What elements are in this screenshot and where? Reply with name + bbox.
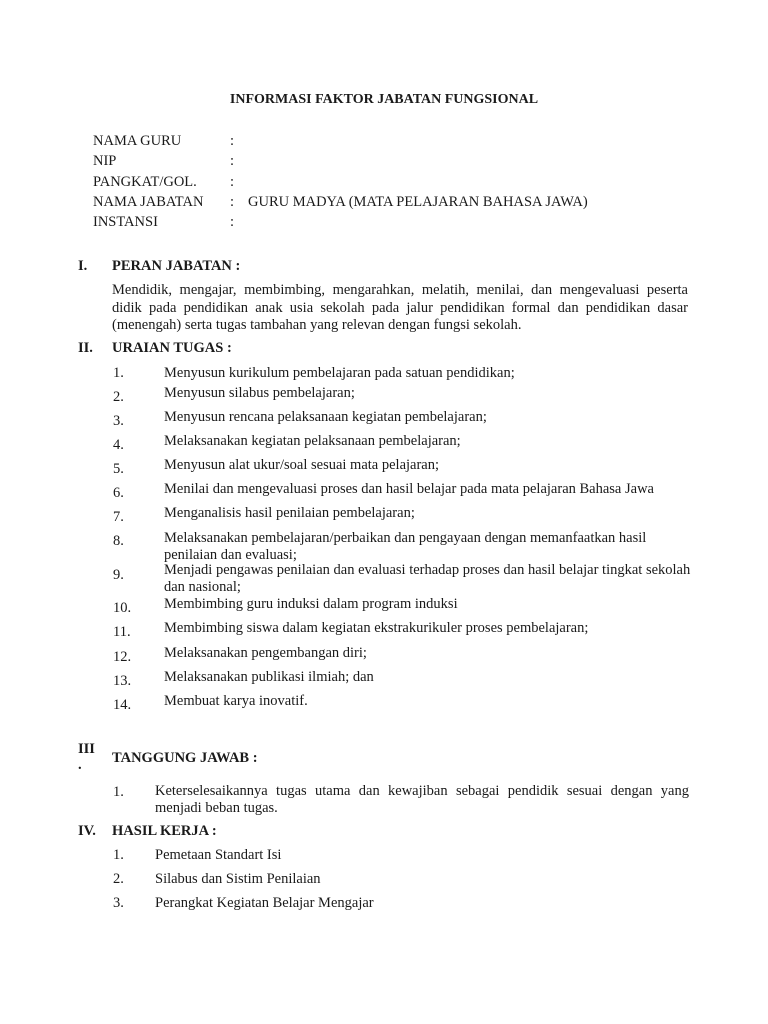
list-item-number: 1. <box>113 365 124 381</box>
section-number-uraian: II. <box>78 340 93 356</box>
list-item-number: 2. <box>113 389 124 405</box>
list-item: Melaksanakan kegiatan pelaksanaan pembelajaran; <box>164 433 461 449</box>
list-item: Menjadi pengawas penilaian dan evaluasi terhadap proses dan hasil belajar tingkat sekolah dan nasional; <box>164 562 691 595</box>
list-item-number: 9. <box>113 567 124 583</box>
identity-label-pangkat: PANGKAT/GOL. <box>93 174 197 190</box>
list-item: Menyusun silabus pembelajaran; <box>164 385 355 401</box>
list-item-number: 5. <box>113 461 124 477</box>
list-item: Menyusun alat ukur/soal sesuai mata pelajaran; <box>164 457 440 473</box>
section-title-peran: PERAN JABATAN : <box>112 258 241 274</box>
list-item-number: 11. <box>113 624 131 640</box>
peran-paragraph: Mendidik, mengajar, membimbing, mengarahkan, melatih, menilai, dan mengevaluasi peserta didik pada pendidikan anak usia sekolah pada jalur pendidikan formal dan pendidikan dasar (menengah) serta tugas tambahan yang relevan dengan fungsi sekolah. <box>112 282 688 333</box>
list-item: Membimbing guru induksi dalam program induksi <box>164 596 458 612</box>
list-item: Keterselesaikannya tugas utama dan kewajiban sebagai pendidik sesuai dengan yang menjadi beban tugas. <box>155 783 689 816</box>
identity-colon: : <box>230 214 235 230</box>
list-item-number: 4. <box>113 437 124 453</box>
identity-colon: : <box>230 133 235 149</box>
list-item: Melaksanakan pengembangan diri; <box>164 645 367 661</box>
identity-value-nama-jabatan: GURU MADYA (MATA PELAJARAN BAHASA JAWA) <box>248 194 588 210</box>
list-item-number: 7. <box>113 509 124 525</box>
list-item: Melaksanakan pembelajaran/perbaikan dan pengayaan dengan memanfaatkan hasil penilaian dan evaluasi; <box>164 530 647 563</box>
section-number-hasil: IV. <box>78 823 96 839</box>
identity-label-nama-jabatan: NAMA JABATAN <box>93 194 204 210</box>
list-item: Menyusun kurikulum pembelajaran pada satuan pendidikan; <box>164 365 515 381</box>
section-title-uraian: URAIAN TUGAS : <box>112 340 232 356</box>
section-number-peran: I. <box>78 258 88 274</box>
list-item: Silabus dan Sistim Penilaian <box>155 871 321 887</box>
section-title-hasil: HASIL KERJA : <box>112 823 217 839</box>
list-item-number: 13. <box>113 673 132 689</box>
list-item-number: 3. <box>113 895 124 911</box>
section-number-tanggung: III <box>78 741 95 757</box>
list-item-number: 8. <box>113 533 124 549</box>
section-number-tanggung-dot: . <box>78 757 82 773</box>
list-item-number: 6. <box>113 485 124 501</box>
list-item: Membuat karya inovatif. <box>164 693 308 709</box>
identity-label-nama-guru: NAMA GURU <box>93 133 182 149</box>
identity-label-instansi: INSTANSI <box>93 214 158 230</box>
list-item-number: 10. <box>113 600 132 616</box>
identity-colon: : <box>230 194 235 210</box>
list-item: Menganalisis hasil penilaian pembelajaran; <box>164 505 415 521</box>
list-item-number: 1. <box>113 847 124 863</box>
list-item: Perangkat Kegiatan Belajar Mengajar <box>155 895 374 911</box>
identity-colon: : <box>230 174 235 190</box>
list-item: Menyusun rencana pelaksanaan kegiatan pembelajaran; <box>164 409 487 425</box>
list-item: Membimbing siswa dalam kegiatan ekstrakurikuler proses pembelajaran; <box>164 620 589 636</box>
identity-label-nip: NIP <box>93 153 117 169</box>
list-item-number: 3. <box>113 413 124 429</box>
list-item: Pemetaan Standart Isi <box>155 847 282 863</box>
list-item-number: 14. <box>113 697 132 713</box>
section-title-tanggung: TANGGUNG JAWAB : <box>112 750 258 766</box>
list-item-number: 2. <box>113 871 124 887</box>
list-item-number: 12. <box>113 649 132 665</box>
document-title: INFORMASI FAKTOR JABATAN FUNGSIONAL <box>229 92 539 107</box>
list-item-number: 1. <box>113 784 124 800</box>
list-item: Menilai dan mengevaluasi proses dan hasil belajar pada mata pelajaran Bahasa Jawa <box>164 481 654 497</box>
list-item: Melaksanakan publikasi ilmiah; dan <box>164 669 374 685</box>
identity-colon: : <box>230 153 235 169</box>
